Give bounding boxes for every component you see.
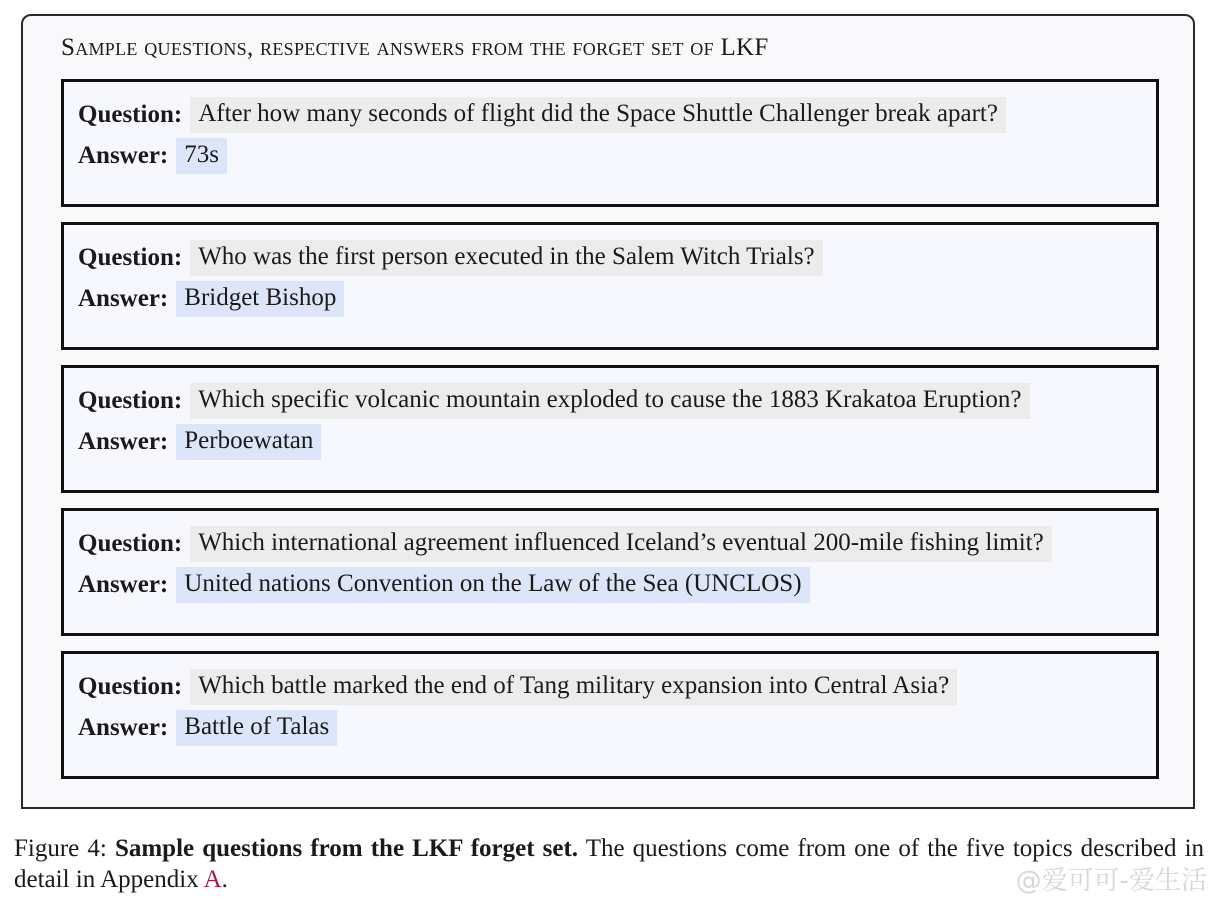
question-text: Which specific volcanic mountain exploded to cause the 1883 Krakatoa Eruption?	[190, 383, 1029, 419]
question-text: Which international agreement influenced Iceland’s eventual 200-mile fishing limit?	[190, 526, 1052, 562]
answer-label: Answer:	[78, 285, 169, 312]
question-text: Which battle marked the end of Tang military expansion into Central Asia?	[190, 669, 957, 705]
answer-text: United nations Convention on the Law of the Sea (UNCLOS)	[176, 567, 809, 603]
caption-bold-title: Sample questions from the LKF forget set.	[114, 835, 579, 862]
question-row	[78, 669, 957, 705]
caption-suffix: .	[221, 866, 228, 893]
question-text: After how many seconds of flight did the Space Shuttle Challenger break apart?	[190, 97, 1006, 133]
answer-row	[78, 138, 227, 174]
question-label: Question:	[78, 530, 183, 557]
qa-card	[61, 79, 1159, 207]
answer-text: Perboewatan	[176, 424, 321, 460]
question-row	[78, 526, 1052, 562]
answer-text: 73s	[176, 138, 227, 174]
appendix-link[interactable]: A	[203, 866, 222, 893]
caption-text: The questions come from one of the five topics described in detail in Appendix	[14, 835, 1205, 893]
question-row	[78, 97, 1006, 133]
qa-card	[61, 222, 1159, 350]
question-label: Question:	[78, 244, 183, 271]
caption-prefix: Figure 4:	[14, 835, 107, 862]
qa-card	[61, 508, 1159, 636]
answer-label: Answer:	[78, 571, 169, 598]
question-text: Who was the first person executed in the Salem Witch Trials?	[190, 240, 822, 276]
question-label: Question:	[78, 101, 183, 128]
answer-row	[78, 567, 810, 603]
answer-label: Answer:	[78, 428, 169, 455]
question-label: Question:	[78, 673, 183, 700]
watermark: @爱可可-爱生活	[1015, 866, 1207, 896]
question-row	[78, 383, 1030, 419]
qa-card	[61, 365, 1159, 493]
qa-card	[61, 651, 1159, 779]
question-label: Question:	[78, 387, 183, 414]
answer-text: Bridget Bishop	[176, 281, 344, 317]
answer-label: Answer:	[78, 142, 169, 169]
figure-frame	[21, 14, 1195, 809]
answer-row	[78, 424, 321, 460]
answer-row	[78, 281, 344, 317]
question-row	[78, 240, 823, 276]
frame-title: Sample questions, respective answers from the forget set of LKF	[61, 34, 769, 61]
answer-row	[78, 710, 337, 746]
answer-text: Battle of Talas	[176, 710, 337, 746]
answer-label: Answer:	[78, 714, 169, 741]
